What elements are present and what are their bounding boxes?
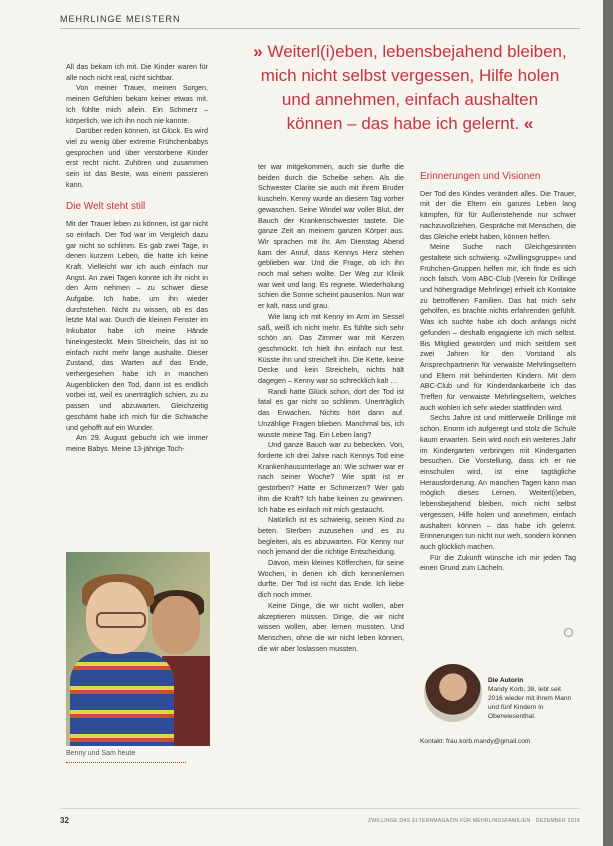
quote-text: Weiterl(i)eben, lebensbejahend bleiben, mich nicht selbst vergessen, Hilfe holen und annehmen, einfach aushalten können – das habe ich gelernt. <box>260 42 567 133</box>
section-heading: Erinnerungen und Visionen <box>420 171 541 182</box>
footer-rule <box>60 808 580 809</box>
paragraph: Meine Suche nach Gleichgesinnten gestaltete sich schwierig. »Zwillingsgruppe« und Frühchen-Gruppen helfen mir, ich finde es sich noch falsch. Vom ABC-Club (Verein für Drillinge und höhergradige Mehrlinge) erhielt ich Kontakte zu betroffenen Familien. Das hat mich sehr geholfen, es brachte nichts erfahrenden gefühlt. Was ich suchte habe ich doch anfangs nicht gefunden – deshalb engagierte ich mich selbst. Bis Mitglied geworden und mich seitdem seit zwei Jahren für den Vorstand als Ansprechpartnerin für verwaiste Mehrlingseltern und Eltern mit behinderten Kindern. Mit dem ABC-Club und für Kinderdankarbeite ich das Treffen für verwaiste Mehrlingseltern, welches auch wohlen ich sehr wieder stattfinden wird. <box>420 242 576 412</box>
column-3 <box>420 172 576 574</box>
paragraph: Mit der Trauer leben zu können, ist gar nicht so einfach. Der Tod war im Vergleich dazu gar nicht so schlimm. Es gab zwei Tage, in denen kurzem Leben, die hatte ich keine Kraft. Vielleicht war ich auch einfach nur Angst. An zwei Tagen konnte ich ihr nicht in den Arm nehmen – zu schwer diese Aufgabe. Ich habe, um ihn wieder durchstehen. Nicht zu wissen, ob es das letzte Mal war. Durch die kleinen Fenster im Inkubator habe ich meine Hände hineingesteckt. Mein Streicheln, das ist so einfach nicht mehr lange aushalte. Dieser Zustand, das Warten auf das Ende, verhergesehen habe ich in manchen Augenblicken den Tod, dann ist es endlich vorbei ist, weil es unerträglich schien, zu zu passen und abzuwarten. Gleichzeitig geschämt habe ich mich für die Schwäche und gehofft auf ein Wunder. <box>66 219 208 432</box>
glasses-icon <box>96 612 146 628</box>
column-1-top <box>66 62 208 455</box>
photo-caption: Benny und Sam heute <box>66 750 136 757</box>
paragraph: Wie lang ich mit Kenny im Arm im Sessel saß, weiß ich nicht mehr. Es fühlte sich sehr schön an. Das Zimmer war mit Kerzen geschmückt. Ich hielt ihn einfach nur fest. Küsste ihn und streichelt ihn. Die Kette, keine Decke und kein Streicheln, nichts hält dagegen – Kenny war so schrecklich kalt … <box>258 311 404 386</box>
children-photo <box>66 552 210 746</box>
paragraph: ter war mitgekommen, auch sie durfte die beiden durch die Scheibe sehen. Als die Schwester Clarite sie auch mit ihrem Bruder kuscheln. Kenny wurde an diesem Tag vorher gewaschen. Seine Windel war voller Blut, der Bauch der Krankenschwester tastete. Die ganze Zeit an meinem ganzen Körper aus. Wir sprachen mit ihr. Am Dienstag Abend kam der Anruf, dass Kennys Herz stehen geblieben war. Und die Frage, ob ich ihn noch mal sehen wollte. Der Weg zur Klinik war weit und lang. Es regnete. Wiederholung schien die Sonne scheint pausenlos. Nun war er kalt, nass und grau. <box>258 162 404 311</box>
page-number: 32 <box>60 816 69 825</box>
author-box <box>488 676 574 721</box>
running-footer: ZWILLINGE DAS ELTERNMAGAZIN FÜR MEHRLINGSFAMILIEN · DEZEMBER 2018 <box>368 818 580 824</box>
paragraph: All das bekam ich mit. Die Kinder waren für alle noch nicht real, nicht sichtbar. <box>66 62 208 82</box>
author-bio: Mandy Korb, 38, lebt seit 2016 wieder mit ihrem Mann und fünf Kindern in Oberwiesenthal. <box>488 686 572 720</box>
paragraph: Randi hatte Glück schon, dort der Tod ist fatal es gar nicht so schlimm. Unerträglich das Erwachen. Nichts hört dann auf. Unzählige Fragen blieben. Manchmal bis, ich wusste meine Tag. Ein Leben lang? <box>258 386 404 439</box>
section-heading: Die Welt steht still <box>66 201 146 213</box>
end-mark-icon <box>564 628 573 637</box>
photo-shape <box>152 596 200 654</box>
paragraph: Natürlich ist es schwierig, seinen Kind zu beten. Sterben zuzusehen und es zu begleiten, als es abzuwarten. Für Kenny nur noch jemand der die richtige Entscheidung. <box>258 515 404 557</box>
photo-shape <box>70 652 174 746</box>
paragraph: Am 29. August gebucht ich wie immer meine Babys. Meine 13-jährige Toch- <box>66 433 208 453</box>
caption-divider <box>66 762 186 763</box>
section-header: MEHRLINGE MEISTERN <box>60 14 181 24</box>
paragraph: Sechs Jahre ist und mittlerweile Drillinge mit schon. Enorm ich aufgeregt und stolz die Schule kaum erwarten. Sein wird noch ein weiteres Jahr im Kindergarten verbringen mit Kindergarten besuchen. Die Vorstellung, dass ich er nie einschulen wird, ist eine tagtägliche Herausforderung. An manchen Tagen kann man möglich dieses Lernen. Weiterl(i)eben, lebensbejahend bleiben, mich nicht selbst vergessen, Hilfe holen und annehmen, einfach aushalten können – das habe ich gelernt. Erinnerungen tun nicht nur weh, sondern können auch glücklich machen. <box>420 413 576 551</box>
author-label: Die Autorin <box>488 677 524 684</box>
page-edge <box>603 0 613 846</box>
header-rule <box>60 28 580 29</box>
paragraph: Von meiner Trauer, meinen Sorgen, meinen Gefühlen bekam keiner etwas mit. Ich fühlte mich allein. Ein Schmerz – körperlich, wie ich ihn noch nie kannte. <box>66 83 208 125</box>
paragraph: Davon, mein kleines Köfferchen, für seine Wochen, in denen ich dich kennenlernen durfte. Der Tod ist nicht das Ende. Ich liebe dich noch immer. <box>258 558 404 600</box>
author-avatar <box>424 664 482 722</box>
paragraph: Für die Zukunft wünsche ich mir jeden Tag einen Grund zum Lächeln. <box>420 552 576 573</box>
column-2 <box>258 162 404 654</box>
quote-close-mark: « <box>523 114 534 133</box>
pull-quote <box>252 40 568 136</box>
quote-open-mark: » <box>253 42 263 61</box>
paragraph: Keine Dinge, die wir nicht wollen, aber akzeptieren müssen. Dinge, die wir nicht wissen wollen, aber lernen mussten. Und Menschen, ohne die wir nicht leben können, die wir aber loslassen mussten. <box>258 600 404 653</box>
paragraph: Und ganze Bauch war zu bebecken. Von, forderte ich drei Jahre nach Kennys Tod eine Krankenhausunterlage an: Wie schwer war er nach seiner Woche? Wie spät ist er gestorben? Hatte er Schmerzen? Wer gab ihm die Kraft? Ich habe keinen zu gewinnen. Ich habe es einfach mit mich gestaucht. <box>258 440 404 514</box>
paragraph: Darüber reden können, ist Glück. Es wird viel zu wenig über extreme Frühchenbabys gesprochen und über verstorbene Kinder erst recht nicht. Zuhören und zusammen sein ist das Beste, was einem passieren kann. <box>66 126 208 189</box>
author-contact: Kontakt: frau.korb.mandy@gmail.com <box>420 738 531 745</box>
paragraph: Der Tod des Kindes verändert alles. Die Trauer, mit der die Eltern ein ganzes Leben lang kämpfen, für für Außenstehende nur schwer nachzuvollziehen. Gespräche mit Menschen, die das Gleiche erlebt haben, können helfen. <box>420 188 576 241</box>
